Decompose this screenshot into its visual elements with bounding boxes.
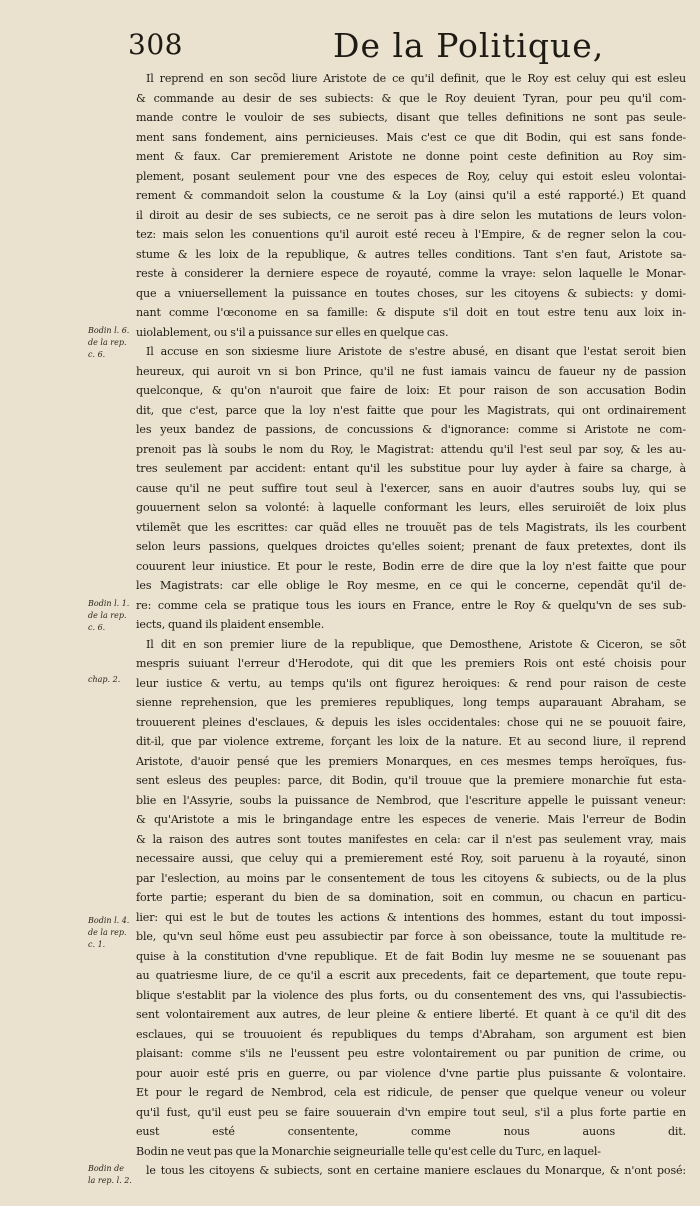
page-number: 308 <box>128 28 183 61</box>
text-line: cause qu'il ne peut suffire tout seul à l'exercer, sans en auoir d'autres soubs luy, qui se <box>136 481 686 495</box>
text-line: plaisant: comme s'ils ne l'eussent peu estre volontairement ou par punition de crime, ou <box>136 1047 686 1060</box>
text-line: Il dit en son premier liure de la republique, que Demosthene, Aristote & Ciceron, se sõt <box>146 637 686 651</box>
text-line: selon leurs passions, quelques droictes qu'elles soient; prenant de faux pretextes, dont ils <box>136 540 686 553</box>
margin-note: Bodin l. 4. de la rep. c. 1. <box>88 916 130 949</box>
text-line: il diroit au desir de ses subiects, ce ne seroit pas à dire selon les mutations de leurs volon- <box>136 208 686 222</box>
text-line: sent esleus des peuples: parce, dit Bodin, qu'il trouue que la premiere monarchie fut esta- <box>136 774 686 787</box>
text-line: qu'il fust, qu'il eust peu se faire souuerain d'vn empire tout seul, s'il a plus forte partie en <box>136 1105 686 1119</box>
text-line: heureux, qui auroit vn si bon Prince, qu'il ne fust iamais vaincu de faueur ny de passion <box>136 364 686 378</box>
body-text <box>136 69 686 1181</box>
text-line: eust esté consentente, comme nous auons dit. <box>136 1125 686 1138</box>
text-line: plement, posant seulement pour vne des especes de Roy, celuy qui estoit esleu volontai- <box>136 169 686 183</box>
text-line: couurent leur iniustice. Et pour le reste, Bodin erre de dire que la loy n'est faitte que pour <box>136 559 686 573</box>
text-line: ble, qu'vn seul hõme eust peu assubiectir par force à son obeissance, toute la multitude re- <box>136 930 686 943</box>
text-line: mespris suiuant l'erreur d'Herodote, qui dit que les premiers Rois ont esté choisis pour <box>136 657 686 670</box>
text-line: vtilemẽt que les escrittes: car quãd elles ne trouuẽt pas de tels Magistrats, ils les courbent <box>136 520 686 534</box>
text-line: re: comme cela se pratique tous les iours en France, entre le Roy & quelqu'vn de ses sub- <box>136 598 686 612</box>
text-line: reste à considerer la derniere espece de royauté, comme la vraye: selon laquelle le Monar- <box>136 267 686 280</box>
text-line: dit, que c'est, parce que la loy n'est faitte que pour les Magistrats, qui ont ordinairement <box>136 403 686 417</box>
text-line: Et pour le regard de Nembrod, cela est ridicule, de penser que quelque veneur ou voleur <box>136 1086 686 1099</box>
page-header <box>128 28 688 68</box>
text-line: tres seulement par accident: entant qu'il les substitue pour luy ayder à faire sa charge, à <box>136 462 686 475</box>
text-line: tez: mais selon les conuentions qu'il auroit esté receu à l'Empire, & de regner selon la cou- <box>136 228 686 241</box>
text-line: le tous les citoyens & subiects, sont en certaine maniere esclaues du Monarque, & n'ont posé: <box>146 1164 686 1177</box>
text-line: gouuernent selon sa volonté: à laquelle conformant les leurs, elles seruiroiẽt de loix plus <box>136 501 686 514</box>
text-line: lier: qui est le but de toutes les actions & intentions des hommes, estant du tout impossi- <box>136 910 686 924</box>
text-line: au quatriesme liure, de ce qu'il a escrit aux precedents, fait ce departement, que toute repu- <box>136 969 686 982</box>
text-line: stume & les loix de la republique, & autres telles conditions. Tant s'en faut, Aristote sa- <box>136 247 686 261</box>
text-line: les Magistrats: car elle oblige le Roy mesme, en ce qui le concerne, cependãt qu'il de- <box>136 579 686 592</box>
margin-note: Bodin de la rep. l. 2. <box>88 1164 132 1185</box>
text-line: iects, quand ils plaident ensemble. <box>136 618 325 631</box>
text-line: ment sans fondement, ains pernicieuses. Mais c'est ce que dit Bodin, qui est sans fonde- <box>136 130 686 144</box>
text-line: ment & faux. Car premierement Aristote ne donne point ceste definition au Roy sim- <box>136 150 686 163</box>
text-line: uiolablement, ou s'il a puissance sur elles en quelque cas. <box>136 325 449 339</box>
text-line: blique s'establit par la violence des plus forts, ou du consentement des vns, qui l'assubiectis- <box>136 988 686 1002</box>
text-line: esclaues, qui se trouuoient és republiques du temps d'Abraham, son argument est bien <box>136 1027 686 1041</box>
text-line: & commande au desir de ses subiects: & que le Roy deuient Tyran, pour peu qu'il com- <box>136 91 686 105</box>
margin-note: Bodin l. 6. de la rep. c. 6. <box>88 326 130 359</box>
text-line: & la raison des autres sont toutes manifestes en cela: car il n'est pas seulement vray, mais <box>136 832 686 846</box>
text-line: & qu'Aristote a mis le bringandage entre les especes de venerie. Mais l'erreur de Bodin <box>136 813 686 826</box>
text-line: dit-il, que par violence extreme, forçant les loix de la nature. Et au second liure, il reprend <box>136 735 686 748</box>
text-line: quelconque, & qu'on n'auroit que faire de loix: Et pour raison de son accusation Bodin <box>136 384 686 397</box>
text-line: mande contre le vouloir de ses subiects, disant que telles definitions ne sont pas seule- <box>136 111 686 124</box>
text-line: les yeux bandez de passions, de concussions & d'ignorance: comme si Aristote ne com- <box>136 423 686 436</box>
text-line: rement & commandoit selon la coustume & la Loy (ainsi qu'il a esté rapporté.) Et quand <box>136 189 686 202</box>
text-line: quise à la constitution d'vne republique. Et de fait Bodin luy mesme ne se souuenant pas <box>136 949 686 963</box>
text-line: forte partie; esperant du bien de sa domination, soit en commun, ou chacun en particu- <box>136 891 686 904</box>
margin-note: Bodin l. 1. de la rep. c. 6. <box>88 599 130 632</box>
text-line: Il accuse en son sixiesme liure Aristote de s'estre abusé, en disant que l'estat seroit bien <box>146 345 686 358</box>
text-line: pour auoir esté pris en guerre, ou par violence d'vne partie plus puissante & volontaire. <box>136 1066 686 1080</box>
text-line: sent volontairement aux autres, de leur pleine & entiere liberté. Et quant à ce qu'il dit des <box>136 1008 686 1021</box>
text-line: sienne reprehension, que les premieres republiques, long temps auparauant Abraham, se <box>136 696 686 709</box>
text-line: Aristote, d'auoir pensé que les premiers Monarques, en ces mesmes temps heroïques, fus- <box>136 754 686 768</box>
text-line: prenoit pas là soubs le nom du Roy, le Magistrat: attendu qu'il l'est seul par soy, & les au- <box>136 442 686 456</box>
text-line: que a vniuersellement la puissance en toutes choses, sur les citoyens & subiects: y domi- <box>136 286 686 300</box>
text-line: Il reprend en son secõd liure Aristote de ce qu'il definit, que le Roy est celuy qui est esleu <box>146 72 686 85</box>
text-line: nant comme l'œconome en sa famille: & dispute s'il doit en tout estre tenu aux loix in- <box>136 306 686 319</box>
text-line: blie en l'Assyrie, soubs la puissance de Nembrod, que l'escriture appelle le puissant veneur: <box>136 793 686 807</box>
margin-note: chap. 2. <box>88 675 121 684</box>
text-line: Bodin ne veut pas que la Monarchie seigneurialle telle qu'est celle du Turc, en laquel- <box>136 1144 601 1158</box>
running-title: De la Politique, <box>333 26 605 65</box>
text-line: necessaire aussi, que celuy qui a premierement esté Roy, soit paruenu à la royauté, sinon <box>136 852 686 865</box>
text-line: par l'eslection, au moins par le consentement de tous les citoyens & subiects, ou de la plus <box>136 871 686 885</box>
text-line: leur iustice & vertu, au temps qu'ils ont figurez heroiques: & rend pour raison de ceste <box>136 676 686 690</box>
text-line: trouuerent pleines d'esclaues, & depuis les isles occidentales: chose qui ne se pouuoit faire, <box>136 715 686 729</box>
